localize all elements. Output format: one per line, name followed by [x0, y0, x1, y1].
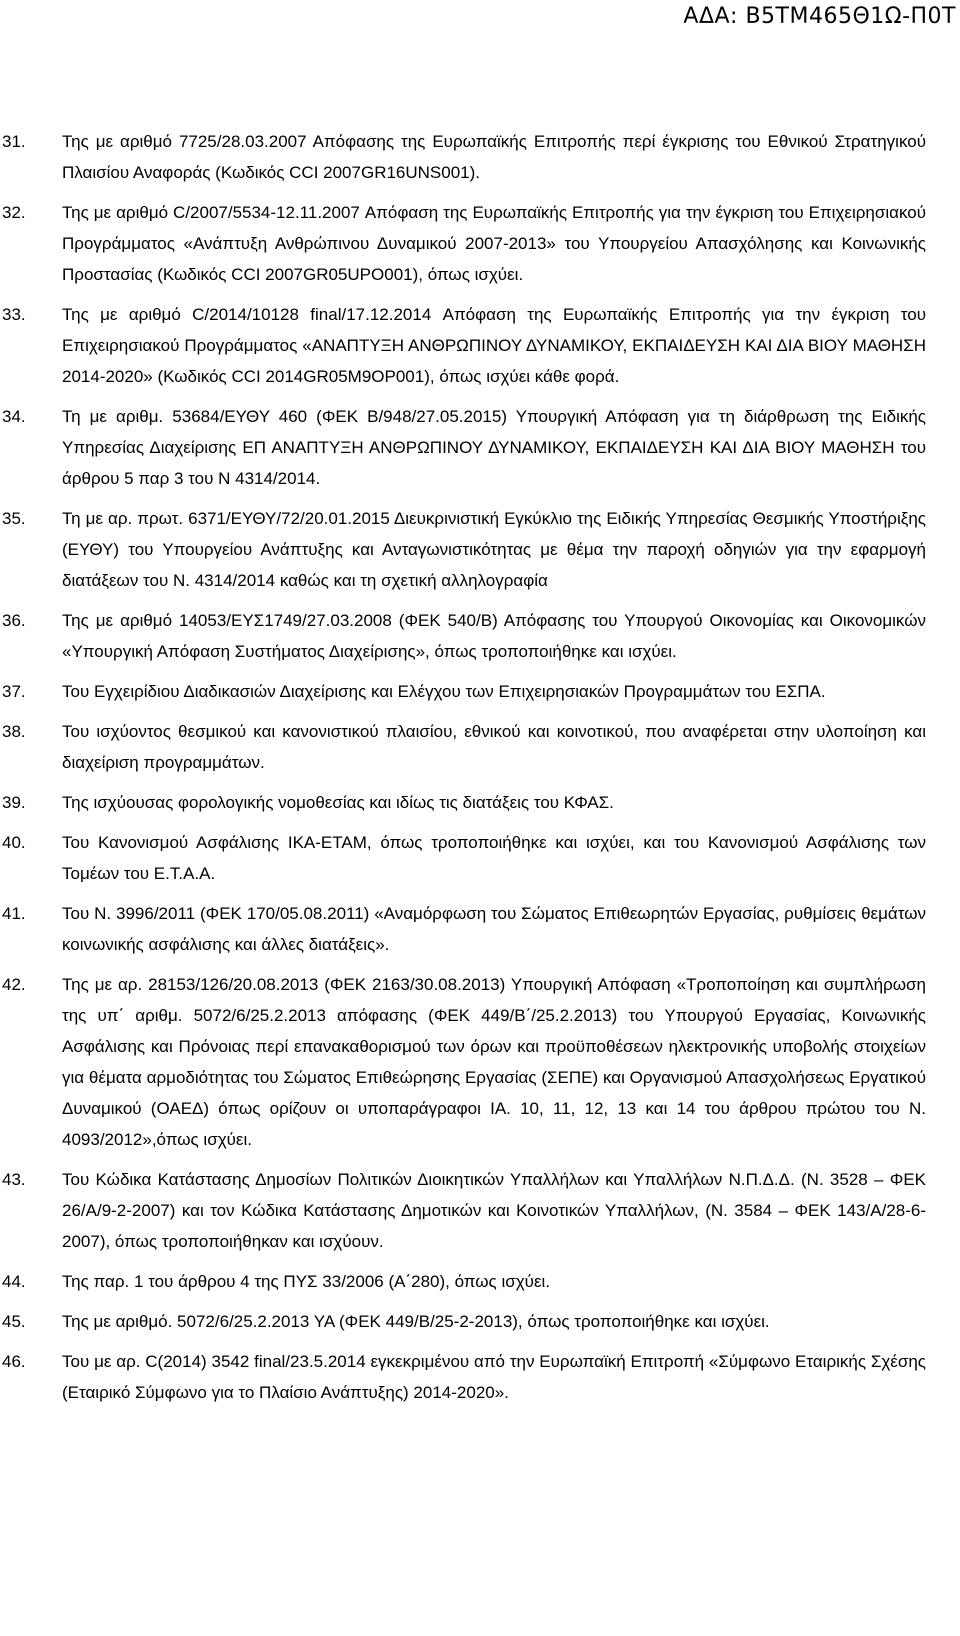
list-item [0, 605, 960, 667]
list-item-text: Της με αριθμό C/2014/10128 final/17.12.2014 Απόφαση της Ευρωπαϊκής Επιτροπής για την έγκριση του Επιχειρησιακού Προγράμματος «ΑΝΑΠΤΥΞΗ ΑΝΘΡΩΠΙΝΟΥ ΔΥΝΑΜΙΚΟΥ, ΕΚΠΑΙΔΕΥΣΗ ΚΑΙ ΔΙΑ ΒΙΟΥ ΜΑΘΗΣΗ 2014-2020» (Κωδικός CCI 2014GR05M9OP001), όπως ισχύει κάθε φορά. [62, 305, 926, 386]
list-item-text: Της με αρ. 28153/126/20.08.2013 (ΦΕΚ 2163/30.08.2013) Υπουργική Απόφαση «Τροποποίηση και συμπλήρωση της υπ΄ αριθμ. 5072/6/25.2.2013 απόφασης (ΦΕΚ 449/Β΄/25.2.2013) του Υπουργού Εργασίας, Κοινωνικής Ασφάλισης και Πρόνοιας περί επανακαθορισμού των όρων και προϋποθέσεων ηλεκτρονικής υποβολής στοιχείων για θέματα αρμοδιότητας του Σώματος Επιθεώρησης Εργασίας (ΣΕΠΕ) και Οργανισμού Απασχολήσεως Εργατικού Δυναμικού (ΟΑΕΔ) όπως ορίζουν οι υποπαράγραφοι ΙΑ. 10, 11, 12, 13 και 14 του άρθρου πρώτου του Ν. 4093/2012»,όπως ισχύει. [62, 975, 926, 1149]
list-item [0, 126, 960, 188]
list-item-text: Της με αριθμό 14053/ΕΥΣ1749/27.03.2008 (ΦΕΚ 540/Β) Απόφασης του Υπουργού Οικονομίας και Οικονομικών «Υπουργική Απόφαση Συστήματος Διαχείρισης», όπως τροποποιήθηκε και ισχύει. [62, 611, 926, 661]
list-item-number: 31. [2, 132, 26, 151]
list-item-text: Της ισχύουσας φορολογικής νομοθεσίας και ιδίως τις διατάξεις του ΚΦΑΣ. [62, 793, 614, 812]
list-item [0, 197, 960, 290]
list-item-number: 34. [2, 407, 26, 426]
list-item-number: 44. [2, 1272, 26, 1291]
list-item-text: Τη με αρ. πρωτ. 6371/ΕΥΘΥ/72/20.01.2015 Διευκρινιστική Εγκύκλιο της Ειδικής Υπηρεσίας Θεσμικής Υποστήριξης (ΕΥΘΥ) του Υπουργείου Ανάπτυξης και Ανταγωνιστικότητας με θέμα την παροχή οδηγιών για την εφαρμογή διατάξεων του Ν. 4314/2014 καθώς και τη σχετική αλληλογραφία [62, 509, 926, 590]
list-item-number: 33. [2, 305, 26, 324]
list-item-number: 38. [2, 722, 26, 741]
ada-document-id: ΑΔΑ: Β5ΤΜ465Θ1Ω-Π0Τ [683, 4, 956, 29]
list-item-number: 32. [2, 203, 26, 222]
list-item [0, 716, 960, 778]
list-item-text: Της με αριθμό. 5072/6/25.2.2013 ΥΑ (ΦΕΚ 449/Β/25-2-2013), όπως τροποποιήθηκε και ισχύει. [62, 1312, 770, 1331]
list-item [0, 676, 960, 707]
list-item-number: 39. [2, 793, 26, 812]
list-item [0, 1266, 960, 1297]
list-item [0, 1164, 960, 1257]
list-item-text: Του ισχύοντος θεσμικού και κανονιστικού πλαισίου, εθνικού και κοινοτικού, που αναφέρεται στην υλοποίηση και διαχείριση προγραμμάτων. [62, 722, 926, 772]
list-item [0, 299, 960, 392]
list-item-text: Της παρ. 1 του άρθρου 4 της ΠΥΣ 33/2006 (Α΄280), όπως ισχύει. [62, 1272, 551, 1291]
legal-basis-list [0, 126, 960, 1408]
list-item-number: 42. [2, 975, 26, 994]
list-item-text: Του Κώδικα Κατάστασης Δημοσίων Πολιτικών Διοικητικών Υπαλλήλων και Υπαλλήλων Ν.Π.Δ.Δ. (Ν. 3528 – ΦΕΚ 26/Α/9-2-2007) και τον Κώδικα Κατάστασης Δημοτικών και Κοινοτικών Υπαλλήλων, (Ν. 3584 – ΦΕΚ 143/Α/28-6-2007), όπως τροποποιήθηκαν και ισχύουν. [62, 1170, 926, 1251]
list-item-number: 43. [2, 1170, 26, 1189]
list-item [0, 898, 960, 960]
list-item-text: Της με αριθμό C/2007/5534-12.11.2007 Απόφαση της Ευρωπαϊκής Επιτροπής για την έγκριση του Επιχειρησιακού Προγράμματος «Ανάπτυξη Ανθρώπινου Δυναμικού 2007-2013» του Υπουργείου Απασχόλησης και Κοινωνικής Προστασίας (Κωδικός CCI 2007GR05UPO001), όπως ισχύει. [62, 203, 926, 284]
list-item-number: 35. [2, 509, 26, 528]
list-item [0, 827, 960, 889]
list-item-number: 37. [2, 682, 26, 701]
list-item [0, 787, 960, 818]
list-item-number: 45. [2, 1312, 26, 1331]
list-item-number: 46. [2, 1352, 26, 1371]
list-item-text: Της με αριθμό 7725/28.03.2007 Απόφασης της Ευρωπαϊκής Επιτροπής περί έγκρισης του Εθνικού Στρατηγικού Πλαισίου Αναφοράς (Κωδικός CCI 2007GR16UNS001). [62, 132, 926, 182]
list-item-text: Του Εγχειρίδιου Διαδικασιών Διαχείρισης και Ελέγχου των Επιχειρησιακών Προγραμμάτων του ΕΣΠΑ. [62, 682, 826, 701]
list-item-text: Του με αρ. C(2014) 3542 final/23.5.2014 εγκεκριμένου από την Ευρωπαϊκή Επιτροπή «Σύμφωνο Εταιρικής Σχέσης (Εταιρικό Σύμφωνο για το Πλαίσιο Ανάπτυξης) 2014-2020». [62, 1352, 926, 1402]
list-item-text: Τη με αριθμ. 53684/ΕΥΘΥ 460 (ΦΕΚ Β/948/27.05.2015) Υπουργική Απόφαση για τη διάρθρωση της Ειδικής Υπηρεσίας Διαχείρισης ΕΠ ΑΝΑΠΤΥΞΗ ΑΝΘΡΩΠΙΝΟΥ ΔΥΝΑΜΙΚΟΥ, ΕΚΠΑΙΔΕΥΣΗ ΚΑΙ ΔΙΑ ΒΙΟΥ ΜΑΘΗΣΗ του άρθρου 5 παρ 3 του Ν 4314/2014. [62, 407, 926, 488]
list-item [0, 1306, 960, 1337]
list-item [0, 1346, 960, 1408]
list-item-number: 41. [2, 904, 26, 923]
list-item-text: Του Ν. 3996/2011 (ΦΕΚ 170/05.08.2011) «Αναμόρφωση του Σώματος Επιθεωρητών Εργασίας, ρυθμίσεις θεμάτων κοινωνικής ασφάλισης και άλλες διατάξεις». [62, 904, 926, 954]
list-item-number: 40. [2, 833, 26, 852]
list-item [0, 401, 960, 494]
list-item-text: Του Κανονισμού Ασφάλισης ΙΚΑ-ΕΤΑΜ, όπως τροποποιήθηκε και ισχύει, και του Κανονισμού Ασφάλισης των Τομέων του Ε.Τ.Α.Α. [62, 833, 926, 883]
list-item-number: 36. [2, 611, 26, 630]
list-item [0, 503, 960, 596]
list-item [0, 969, 960, 1155]
